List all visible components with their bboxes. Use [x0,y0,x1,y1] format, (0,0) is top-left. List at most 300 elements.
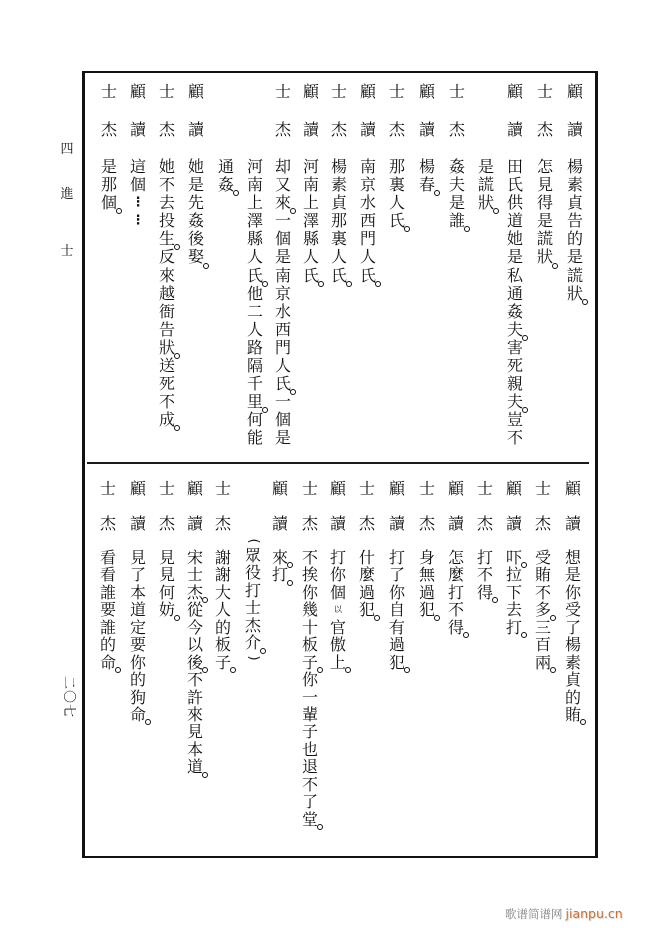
speaker-label: 讀 [505,514,522,533]
speaker-label: 士 [534,479,551,498]
glyph: 了 [388,565,405,585]
glyph: 你 [301,670,318,690]
glyph: 麼 [358,565,375,585]
glyph: 不 [158,392,175,412]
glyph: 楊 [564,635,581,655]
line-text [477,158,495,212]
glyph: 看 [99,548,116,567]
glyph: 今 [186,617,203,637]
line-text [214,549,232,671]
line-text [329,549,347,671]
book-title-char: 進 [60,187,74,202]
glyph: 兩 [534,654,552,671]
line-text [505,549,523,636]
book-title-char: 四 [60,142,74,157]
glyph: 裏 [330,229,347,249]
line-text [418,549,436,619]
glyph: 過 [418,582,435,602]
glyph: 多 [534,601,552,618]
glyph: 人 [246,319,263,339]
glyph: 人 [246,247,263,267]
glyph: 是 [187,175,204,195]
glyph: 夫 [506,321,524,339]
speaker-label: 杰 [274,120,291,139]
glyph: 役 [244,563,261,583]
glyph: 百 [534,635,551,655]
speaker-label: 讀 [506,120,523,139]
glyph: 介 [244,634,262,651]
glyph: 衙 [158,301,175,321]
glyph: 命 [99,654,117,671]
glyph: 妨 [158,601,176,618]
glyph: 反 [158,247,175,267]
glyph: 有 [388,617,405,637]
glyph: 你 [129,652,146,672]
speaker-label: 杰 [388,120,405,139]
glyph: 河 [246,157,263,176]
glyph: 謝 [214,565,231,585]
glyph: 上 [329,654,347,671]
glyph: 輩 [301,704,318,724]
glyph: 又 [274,175,291,195]
glyph: 水 [274,301,291,321]
glyph: 來 [186,704,203,724]
glyph: 謊 [477,175,494,195]
speaker-label: 讀 [129,120,146,139]
speaker-label: 讀 [388,514,405,533]
speaker-label: 讀 [186,514,203,533]
glyph: 謊 [566,265,583,285]
glyph: 狀 [536,248,554,266]
glyph: 是 [100,157,117,176]
glyph: 一 [274,211,291,231]
glyph: 道 [506,211,523,231]
glyph: 自 [388,600,405,620]
glyph: 本 [129,582,146,602]
glyph: 狗 [129,687,146,707]
glyph: 道 [129,600,146,620]
glyph: 生 [158,230,176,248]
glyph: 門 [359,229,376,249]
glyph: 見 [158,548,175,567]
watermark-domain: jianpu.cn [565,906,623,921]
glyph: 道 [186,758,204,775]
glyph: 怎 [536,157,553,176]
glyph: 來 [158,265,175,285]
speaker-label: 顧 [359,82,376,101]
glyph: 打 [271,566,289,583]
glyph: 是 [536,211,553,231]
section-divider [87,462,589,464]
glyph: 那 [330,211,347,231]
glyph: 水 [359,193,376,213]
speaker-label: 讀 [418,120,435,139]
glyph: 姦 [217,176,235,194]
glyph: 得 [476,584,494,601]
glyph: 南 [246,175,263,195]
glyph: 誰 [99,582,116,602]
speaker-label: 讀 [302,120,319,139]
glyph: 士 [244,598,261,618]
glyph: 來 [271,549,289,566]
glyph: 以 [186,635,203,655]
glyph: 想 [564,548,581,567]
speaker-label: 讀 [271,514,288,533]
glyph: 誰 [99,617,116,637]
glyph: 挨 [301,565,318,585]
line-text [186,549,204,776]
glyph: 京 [359,175,376,195]
speaker-label: 士 [448,82,465,101]
glyph: 人 [302,247,319,267]
speaker-label: 讀 [129,514,146,533]
line-text [536,158,554,267]
glyph: 死 [506,356,523,376]
glyph: 你 [329,565,346,585]
speaker-label: 杰 [158,120,175,139]
punctuation-mark [260,648,266,654]
glyph: 是 [274,428,291,448]
speaker-label: 士 [158,479,175,498]
line-text [246,158,264,448]
speaker-label: 士 [476,479,493,498]
speaker-label: 顧 [187,82,204,101]
line-text [388,158,406,230]
punctuation-mark [203,263,209,269]
glyph: 人 [330,247,347,267]
glyph: 見 [186,722,203,742]
glyph: 氏 [302,267,320,285]
glyph: 得 [536,193,553,213]
glyph: 何 [158,582,175,602]
glyph: 姦 [506,301,523,321]
glyph: 是 [564,565,581,585]
glyph: 河 [302,157,319,176]
speaker-label: 士 [301,479,318,498]
glyph: 親 [506,374,523,394]
glyph: 南 [359,157,376,176]
glyph: 私 [506,265,523,285]
glyph: 素 [564,652,581,672]
glyph: 吓 [505,549,523,566]
glyph: 不 [158,175,175,195]
speaker-label: 顧 [388,479,405,498]
speaker-label: 顧 [302,82,319,101]
line-text [217,158,235,194]
glyph: 也 [301,739,318,759]
glyph: 一 [301,687,318,707]
glyph: 後 [187,229,204,249]
glyph: 後 [186,654,204,671]
speaker-label: 顧 [505,479,522,498]
glyph: 三 [534,617,551,637]
punctuation-mark [375,281,381,287]
speaker-label: 讀 [564,514,581,533]
glyph: 楊 [330,157,347,176]
glyph: 能 [246,428,263,448]
glyph: 狀 [477,194,495,212]
speaker-label: 杰 [158,514,175,533]
glyph: 眾 [244,546,261,565]
glyph: 以 [334,605,342,615]
glyph: 是 [506,247,523,267]
glyph: 傲 [329,635,346,655]
glyph: 田 [506,157,523,176]
glyph: 你 [564,582,581,602]
glyph: 氏 [330,267,348,285]
glyph: 士 [186,565,203,585]
glyph: 縣 [302,229,319,249]
glyph: 路 [246,337,263,357]
glyph: 澤 [246,211,263,231]
glyph: 氏 [388,212,406,230]
speaker-label: 杰 [330,120,347,139]
line-text [448,158,466,230]
speaker-label: 讀 [447,514,464,533]
glyph: 楊 [566,157,583,176]
glyph: 個 [100,194,118,212]
speaker-label: 顧 [418,82,435,101]
speaker-label: 士 [99,479,116,498]
glyph: 官 [329,617,346,637]
speaker-label: 士 [214,479,231,498]
glyph: 來 [274,194,292,212]
speaker-label: 讀 [329,514,346,533]
speaker-label: 顧 [506,82,523,101]
glyph: 打 [505,619,523,636]
glyph: 夫 [506,393,524,411]
glyph: 春 [418,176,436,194]
glyph: 通 [506,283,523,303]
speaker-label: 顧 [186,479,203,498]
glyph: ⋮ [131,213,145,229]
glyph: 堂 [301,811,319,828]
glyph: 告 [566,211,583,231]
glyph: 板 [214,635,231,655]
glyph: 南 [274,265,291,285]
punctuation-mark [202,772,208,778]
glyph: 下 [505,582,522,602]
speaker-label: 杰 [358,514,375,533]
glyph: 子 [301,654,319,671]
glyph: 氏 [506,175,523,195]
speaker-label: 讀 [359,120,376,139]
speaker-label: 士 [536,82,553,101]
glyph: 何 [246,410,263,430]
glyph: 不 [186,670,203,690]
glyph: 的 [564,687,581,707]
speaker-label: 士 [100,82,117,101]
glyph: 看 [99,565,116,585]
line-text [129,549,147,723]
glyph: 犯 [358,601,376,618]
glyph: 誰 [448,212,466,230]
line-text [418,158,436,194]
speaker-label: 顧 [329,479,346,498]
glyph: 了 [564,617,581,637]
glyph: 無 [418,565,435,585]
line-text [187,158,205,267]
glyph: 打 [329,548,346,567]
glyph: 見 [129,548,146,567]
glyph: 是 [448,193,465,213]
line-text [564,549,582,723]
glyph: 杰 [244,615,261,635]
glyph: 不 [301,548,318,567]
speaker-label: 杰 [99,514,116,533]
glyph: 她 [158,157,175,176]
punctuation-mark [374,615,380,621]
punctuation-mark [552,263,558,269]
glyph: 是 [477,157,494,176]
glyph: 從 [186,600,203,620]
speaker-label: 杰 [476,514,493,533]
speaker-label: 顧 [564,479,581,498]
glyph: 幾 [301,600,318,620]
glyph: 不 [534,582,551,602]
line-text [274,158,292,448]
glyph: 氏 [246,267,264,285]
line-text [330,158,348,285]
glyph: 姦 [187,211,204,231]
glyph: 杰 [186,584,204,601]
line-text [271,549,289,584]
speaker-label: 杰 [448,120,465,139]
glyph: ( [246,538,261,544]
glyph: ⋮ [131,195,145,211]
speaker-label: 士 [418,479,435,498]
glyph: 板 [301,635,318,655]
glyph: 了 [301,792,318,812]
glyph: 你 [301,582,318,602]
line-text [388,549,406,671]
glyph: 犯 [388,654,406,671]
speaker-label: 讀 [187,120,204,139]
line-text [158,158,176,429]
glyph: 狀 [158,339,176,357]
glyph: 了 [129,565,146,585]
glyph: 投 [158,211,175,231]
glyph: 豈 [506,410,523,430]
glyph: 裏 [388,175,405,195]
punctuation-mark [174,615,180,621]
speaker-label: 士 [330,82,347,101]
line-text [534,549,552,671]
line-text [476,549,494,601]
glyph: 見 [158,565,175,585]
punctuation-mark [434,615,440,621]
glyph: 楊 [418,157,435,176]
glyph: 賄 [534,565,551,585]
glyph: 人 [274,356,291,376]
glyph: 一 [274,392,291,412]
speaker-label: 士 [388,82,405,101]
glyph: 謝 [214,548,231,567]
glyph: 死 [158,374,175,394]
watermark [505,903,623,922]
speaker-label: 杰 [534,514,551,533]
glyph: 她 [187,157,204,176]
glyph: 通 [217,157,234,176]
glyph: 要 [129,635,146,655]
speaker-label: 杰 [100,120,117,139]
glyph: 得 [447,619,465,636]
glyph: 成 [158,411,176,429]
speaker-label: 杰 [214,514,231,533]
stage-direction-text [244,535,262,664]
glyph: 宋 [186,548,203,567]
glyph: 却 [274,157,291,176]
glyph: 娶 [187,248,205,266]
glyph: 上 [302,193,319,213]
glyph: 氏 [274,375,292,393]
book-title-char: 士 [60,244,74,259]
speaker-label: 杰 [536,120,553,139]
line-text [129,158,147,230]
glyph: 犯 [418,601,436,618]
glyph: 命 [129,706,147,723]
glyph: 過 [358,582,375,602]
glyph: 謊 [536,229,553,249]
glyph: 要 [99,600,116,620]
glyph: 你 [388,582,405,602]
speaker-label: 顧 [566,82,583,101]
glyph: 二 [246,301,263,321]
glyph: ) [246,655,261,661]
glyph: 去 [158,193,175,213]
glyph: 去 [505,600,522,620]
glyph: 人 [214,600,231,620]
glyph: 打 [476,548,493,567]
glyph: 拉 [505,565,522,585]
glyph: 越 [158,283,175,303]
speaker-label: 顧 [129,479,146,498]
speaker-label: 杰 [301,514,318,533]
page-number: 二〇七 [61,676,76,719]
glyph: 南 [302,175,319,195]
glyph: 門 [274,337,291,357]
punctuation-mark [582,299,588,305]
glyph: 素 [566,175,583,195]
glyph: 縣 [246,229,263,249]
speaker-label: 顧 [271,479,288,498]
line-text [100,158,118,212]
line-text [506,158,524,448]
glyph: 上 [246,193,263,213]
glyph: 害 [506,337,523,357]
glyph: 個 [129,175,146,195]
glyph: 受 [564,600,581,620]
glyph: 西 [359,211,376,231]
glyph: 里 [246,393,264,411]
speaker-label: 顧 [447,479,464,498]
glyph: 打 [244,580,261,600]
glyph: 的 [99,635,116,655]
glyph: 她 [506,229,523,249]
speaker-label: 士 [274,82,291,101]
glyph: 貞 [566,193,583,213]
line-text [566,158,584,303]
glyph: 見 [536,175,553,195]
glyph: 大 [214,582,231,602]
glyph: 退 [301,757,318,777]
glyph: 不 [447,600,464,620]
glyph: 的 [214,617,231,637]
glyph: 什 [358,548,375,567]
glyph: 那 [100,175,117,195]
glyph: 打 [388,548,405,567]
glyph: 子 [301,722,318,742]
